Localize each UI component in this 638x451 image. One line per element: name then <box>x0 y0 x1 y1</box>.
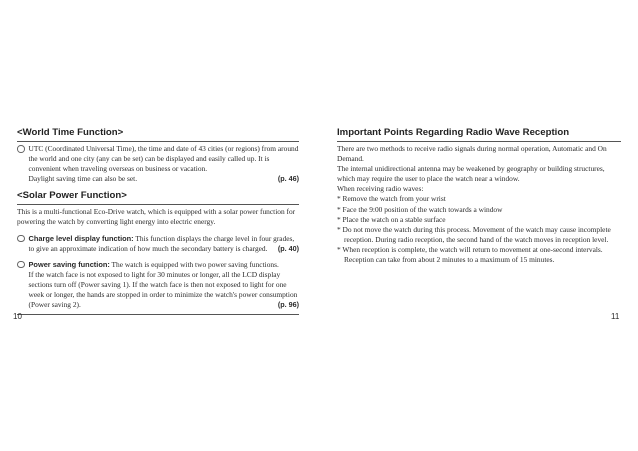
right-page <box>337 127 621 265</box>
solar-intro: This is a multi-functional Eco-Drive watch, which is equipped with a solar power function for powering the watch by converting light energy into electric energy. <box>17 207 296 227</box>
power-saving-text2: If the watch face is not exposed to light for 30 minutes or longer, all the LCD display sections turn off (Power saving 1). If the watch face is then not exposed to light for one week or longer, the hands are stopped in order to minimize the watch's power consumption (Power saving 2). <box>28 269 298 310</box>
page-number-left: 10 <box>13 312 22 321</box>
left-page <box>17 127 299 315</box>
world-time-dst: Daylight saving time can also be set. <box>28 174 138 184</box>
power-saving-text1: The watch is equipped with two power saving functions. <box>109 259 279 269</box>
left-bottom-divider <box>17 314 299 315</box>
page-number-right: 11 <box>611 312 620 321</box>
solar-title: <Solar Power Function> <box>17 190 127 202</box>
solar-divider <box>17 204 299 205</box>
world-time-page-ref: (p. 46) <box>277 174 299 184</box>
bullet-circle-icon <box>17 145 25 153</box>
charge-level-text: This function displays the charge level in four grades, to give an approximate indication of how much the secondary battery is charged. <box>28 233 295 253</box>
world-time-text: UTC (Coordinated Universal Time), the time and date of 43 cities (or regions) from around the world and one city (any can be set) can be displayed and easily called up. It is convenient when traveling overseas on business or vacation. <box>28 144 299 174</box>
radio-reception-title: Important Points Regarding Radio Wave Reception <box>337 127 570 138</box>
power-saving-lead: Power saving function: <box>28 259 110 269</box>
world-time-title: <World Time Function> <box>17 127 124 138</box>
radio-paragraph-1: There are two methods to receive radio signals during normal operation, Automatic and On Demand. <box>337 144 607 164</box>
power-saving-page-ref: (p. 96) <box>277 300 299 310</box>
bullet-circle-icon <box>17 261 25 269</box>
radio-paragraph-2: The internal unidirectional antenna may be weakened by geography or building structures, which may require the user to place the watch near a window. <box>337 164 605 184</box>
world-time-bullet <box>17 144 299 184</box>
radio-title-divider <box>337 141 621 142</box>
list-item: * Face the 9:00 position of the watch towards a window <box>337 204 503 214</box>
power-saving-bullet <box>17 260 299 310</box>
radio-body <box>337 144 621 265</box>
list-item: * Do not move the watch during this process. Movement of the watch may cause incomplete reception. During radio reception, the second hand of the watch moves in reception level. <box>337 224 611 244</box>
charge-level-lead: Charge level display function: <box>28 233 134 243</box>
list-item: * When reception is complete, the watch will return to movement at one-second intervals. <box>337 244 603 254</box>
list-item: * Remove the watch from your wrist <box>337 194 446 204</box>
radio-paragraph-4: Reception can take from about 2 minutes to a maximum of 15 minutes. <box>344 255 555 265</box>
charge-level-page-ref: (p. 40) <box>277 243 299 253</box>
bullet-circle-icon <box>17 235 25 243</box>
world-time-divider <box>17 141 299 142</box>
list-item: * Place the watch on a stable surface <box>337 214 446 224</box>
charge-level-bullet <box>17 234 299 254</box>
radio-paragraph-3: When receiving radio waves: <box>337 184 424 194</box>
